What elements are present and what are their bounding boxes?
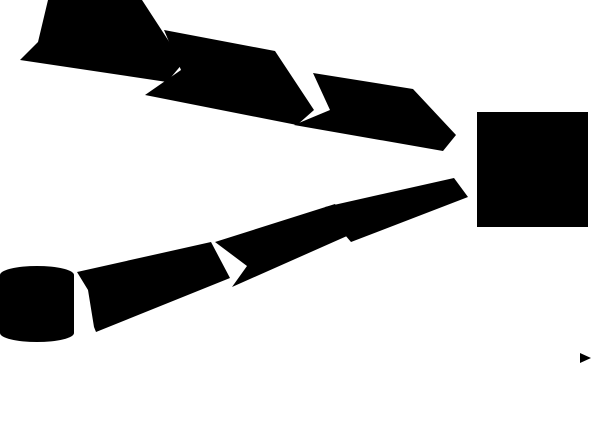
bpms-rect: [477, 112, 588, 227]
chevron-erp: [77, 242, 230, 332]
databases-cylinder: [0, 266, 74, 342]
it-innovations-group: [77, 178, 468, 332]
chevron-bpr: [145, 30, 314, 125]
cylinder-body: [0, 275, 74, 342]
management-concepts-group: [20, 0, 456, 151]
chevron-eai: [325, 178, 468, 242]
bpms-box: [477, 112, 588, 227]
cylinder-top: [0, 266, 74, 284]
chevron-tqm: [20, 0, 183, 82]
time-axis: [12, 353, 591, 363]
time-axis-arrowhead: [580, 353, 591, 363]
chevron-bpm: [294, 73, 456, 151]
